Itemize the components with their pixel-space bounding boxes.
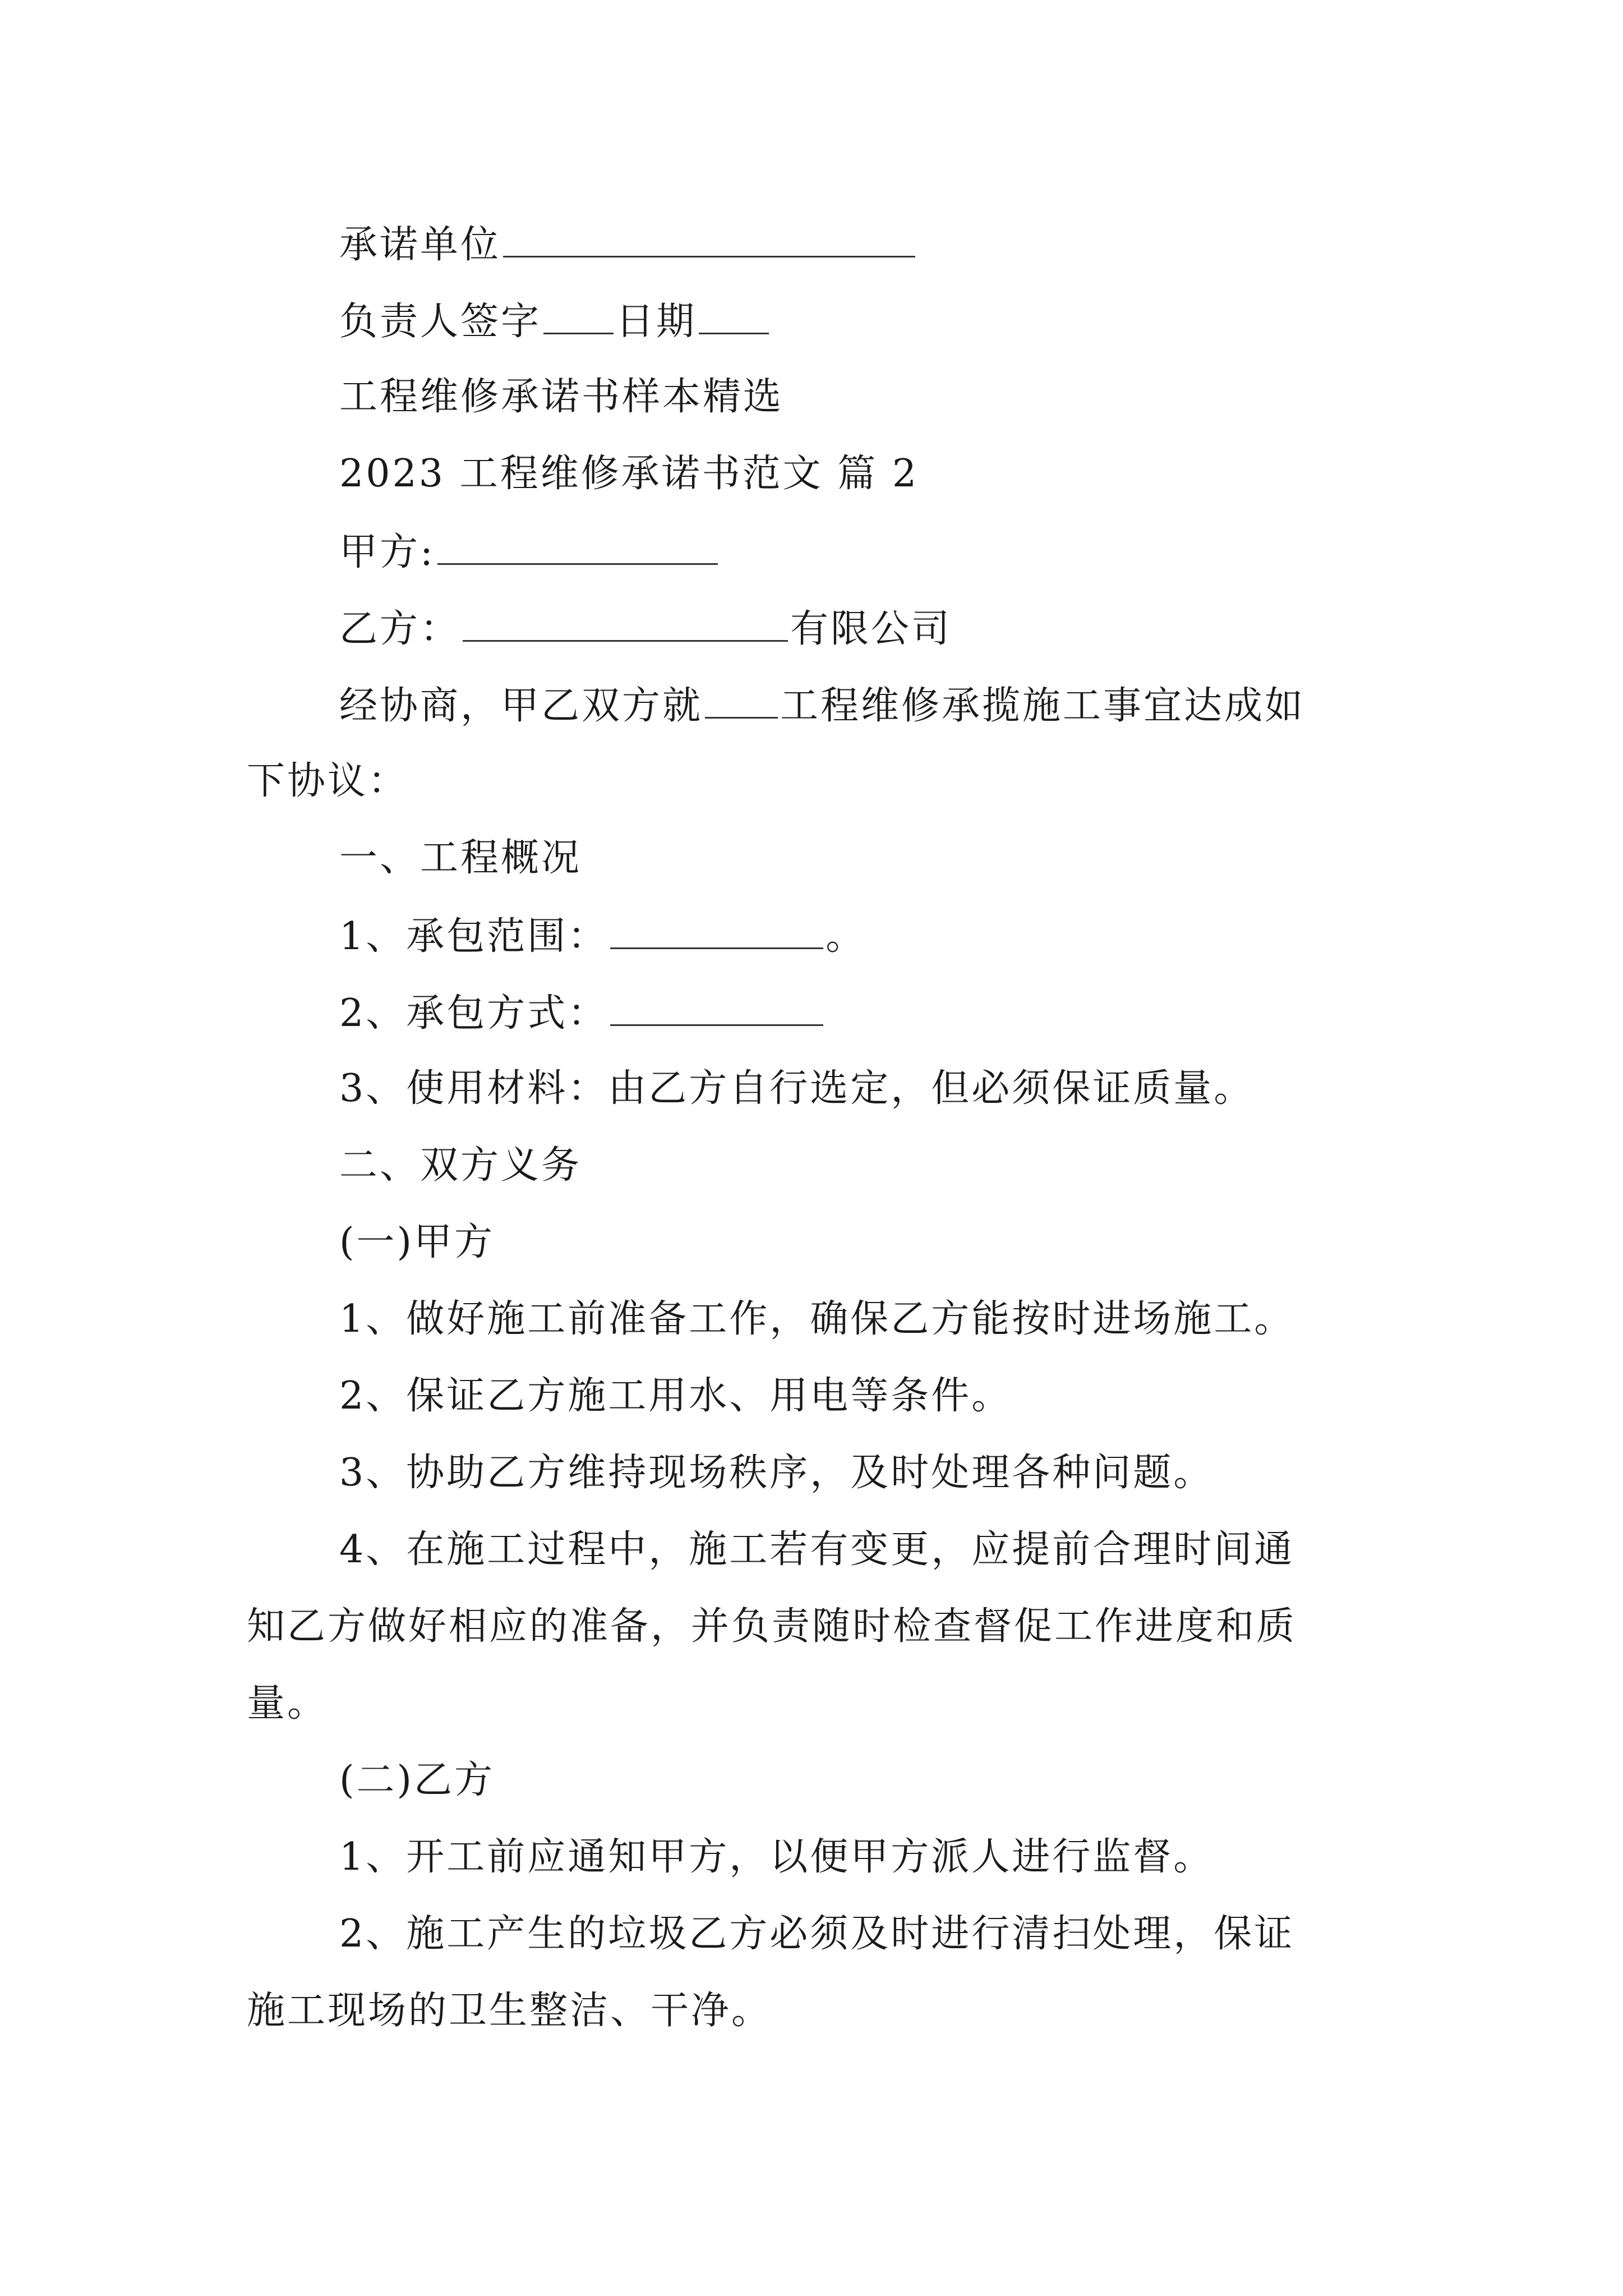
heading-project-overview: 一、工程概况 xyxy=(339,836,582,880)
document-heading: 工程维修承诺书样本精选 xyxy=(339,375,784,419)
party-a-blank xyxy=(437,532,718,565)
contract-method-blank xyxy=(610,993,823,1026)
signature-blank xyxy=(543,301,614,334)
party-a-line xyxy=(339,532,720,572)
materials-line: 3、使用材料：由乙方自行选定，但必须保证质量。 xyxy=(339,1066,1255,1111)
contract-scope-blank xyxy=(610,916,823,949)
party-a-duty-1: 1、做好施工前准备工作，确保乙方能按时进场施工。 xyxy=(339,1297,1295,1341)
signature-date-line xyxy=(339,300,771,344)
contract-scope-line: 1、承包范围： 。 xyxy=(339,914,866,959)
pledge-unit-blank xyxy=(503,224,915,257)
party-b-suffix: 有限公司 xyxy=(790,607,952,651)
agreement-intro-continued: 下协议： xyxy=(247,759,409,803)
party-b-duty-2: 2、施工产生的垃圾乙方必须及时进行清扫处理，保证 xyxy=(339,1912,1295,1956)
pledge-unit-line xyxy=(339,223,917,267)
date-label: 日期 xyxy=(616,300,697,344)
party-a-duty-4-end: 量。 xyxy=(247,1681,328,1726)
agreement-intro-line: 经协商，甲乙双方就 工程维修承揽施工事宜达成如 xyxy=(339,684,1306,728)
party-a-duty-4: 4、在施工过程中，施工若有变更，应提前合理时间通 xyxy=(339,1527,1295,1572)
subheading-party-a: (一)甲方 xyxy=(339,1220,495,1264)
party-a-duty-3: 3、协助乙方维持现场秩序，及时处理各种问题。 xyxy=(339,1451,1214,1495)
party-b-blank xyxy=(463,609,788,642)
party-b-duty-2-continued: 施工现场的卫生整洁、干净。 xyxy=(247,1989,772,2033)
subheading-party-b: (二)乙方 xyxy=(339,1758,495,1802)
section-title: 2023 工程维修承诺书范文 篇 2 xyxy=(339,452,919,496)
party-b-line xyxy=(339,607,952,651)
date-blank xyxy=(699,301,769,334)
party-a-label: 甲方: xyxy=(339,530,435,574)
pledge-unit-label: 承诺单位 xyxy=(339,223,501,267)
project-name-blank xyxy=(705,685,778,719)
party-a-duty-2: 2、保证乙方施工用水、用电等条件。 xyxy=(339,1374,1012,1418)
party-b-label: 乙方： xyxy=(339,607,461,651)
contract-method-line: 2、承包方式： xyxy=(339,993,826,1033)
party-b-duty-1: 1、开工前应通知甲方，以便甲方派人进行监督。 xyxy=(339,1835,1214,1879)
party-a-duty-4-continued: 知乙方做好相应的准备，并负责随时检查督促工作进度和质 xyxy=(247,1604,1297,1649)
signature-label: 负责人签字 xyxy=(339,300,542,344)
heading-obligations: 二、双方义务 xyxy=(339,1143,582,1188)
